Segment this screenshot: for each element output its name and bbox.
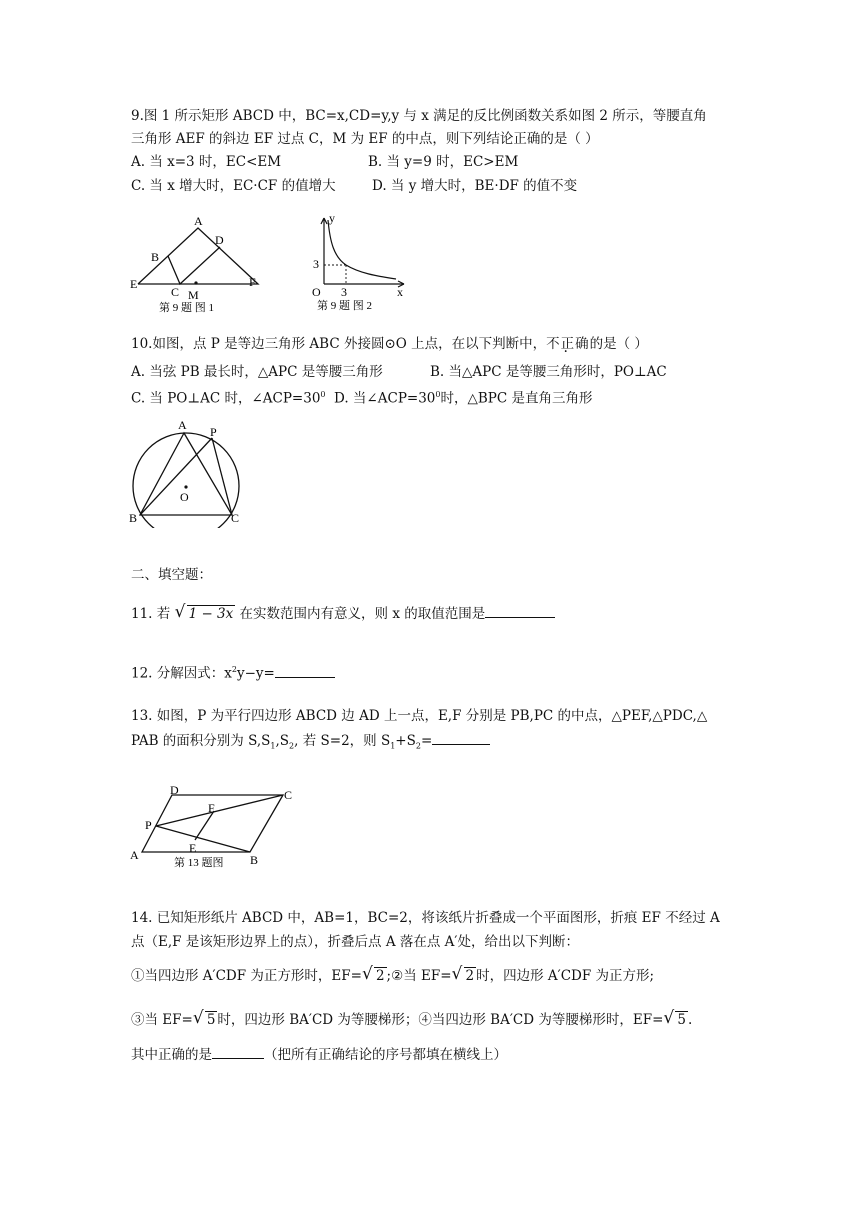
- q14-judgement-1-2: [131, 966, 654, 986]
- q14-answer-blank[interactable]: [212, 1044, 264, 1059]
- q12-suffix: y−y=: [236, 665, 275, 682]
- q9-stem-line1: 9.图 1 所示矩形 ABCD 中，BC=x,CD=y,y 与 x 满足的反比例函数关系如图 2 所示，等腰直角: [131, 108, 707, 124]
- q14-j2-radicand: 2: [465, 968, 475, 984]
- q10-option-c: [131, 385, 326, 409]
- q14-j4-radical: √ 5: [663, 1008, 686, 1028]
- q10-fig-label-b: B: [129, 511, 138, 525]
- q11-answer-blank[interactable]: [485, 603, 555, 618]
- q9-option-b: B. 当 y=9 时，EC>EM: [368, 154, 519, 170]
- q10-option-d: [334, 385, 593, 409]
- q14-j1-text: ①当四边形 A′CDF 为正方形时，EF=: [131, 968, 362, 984]
- q14-stem-line2: 点（E,F 是该矩形边界上的点），折叠后点 A 落在点 A′处，给出以下判断：: [131, 934, 579, 950]
- q12-exponent: 2: [231, 665, 237, 674]
- q12-answer-blank[interactable]: [275, 663, 335, 678]
- q13-fig-label-d: D: [170, 783, 179, 797]
- q9-option-d: D. 当 y 增大时，BE·DF 的值不变: [372, 178, 578, 194]
- q13-line2-c: , 若 S=2，则 S: [294, 733, 391, 749]
- q10-fig-label-o: O: [180, 490, 189, 504]
- q9-fig2-tick-x3: 3: [341, 285, 347, 299]
- q14-j3-radical: √ 5: [192, 1008, 216, 1028]
- q9-fig2-axis-x: x: [397, 285, 403, 299]
- q13-fig-label-p: P: [145, 818, 152, 832]
- q9-stem-line2: 三角形 AEF 的斜边 EF 过点 C，M 为 EF 的中点，则下列结论正确的是（ ）: [131, 131, 599, 147]
- q9-fig1-caption: 第 9 题 图 1: [159, 302, 214, 314]
- q9-fig1-label-b: B: [151, 250, 160, 264]
- q9-figure-2: [304, 212, 424, 326]
- q13-stem-line2: [131, 730, 490, 757]
- q14-j3-radicand: 5: [206, 1012, 216, 1028]
- q13-sub-1b: 1: [390, 741, 396, 751]
- q11-prefix: 11. 若: [131, 606, 171, 622]
- q14-stem-line1: 14. 已知矩形纸片 ABCD 中，AB=1，BC=2，将该纸片折叠成一个平面图形，折痕 EF 不经过 A: [131, 910, 720, 926]
- q14-answer-prefix: 其中正确的是: [131, 1047, 212, 1063]
- q14-answer-line: [131, 1044, 507, 1065]
- q9-fig1-label-c: C: [171, 285, 180, 299]
- q10-fig-label-p: P: [210, 425, 217, 439]
- q13-line2-b: ,S: [275, 733, 290, 749]
- q10-option-c-text: C. 当 PO⊥AC 时，∠ACP=30: [131, 390, 321, 407]
- q14-j4-radicand: 5: [677, 1012, 686, 1028]
- q13-fig-label-f: F: [208, 801, 215, 815]
- q13-answer-blank[interactable]: [432, 730, 490, 745]
- q10-option-d-text: D. 当∠ACP=30: [334, 390, 436, 407]
- q13-fig-label-c: C: [284, 788, 293, 802]
- q10-stem: [131, 334, 648, 354]
- q9-figure-1: [126, 212, 276, 326]
- q10-stem-prefix: 10.如图，点 P 是等边三角形 ABC 外接圆⊙O 上点，在以下判断中，: [131, 336, 547, 352]
- q10-figure: [126, 416, 251, 532]
- q10-stem-suffix: 的是（ ）: [589, 336, 648, 352]
- q12: [131, 660, 335, 684]
- q13-figure: [126, 782, 301, 876]
- q12-prefix: 12. 分解因式：x: [131, 665, 232, 682]
- q14-j2-text: ;②当 EF=: [386, 968, 452, 984]
- q9-fig2-tick-y3: 3: [313, 257, 319, 271]
- q13-line2-a: PAB 的面积分别为 S,S: [131, 733, 271, 749]
- q14-j2-radical: √ 2: [451, 964, 475, 984]
- q10-fig-label-a: A: [178, 418, 187, 432]
- q10-option-d-degree: 0: [435, 390, 441, 399]
- q13-fig-label-a: A: [130, 848, 139, 862]
- q9-fig1-label-m: M: [188, 288, 199, 302]
- q14-j3-tail: 时，四边形 BA′CD 为等腰梯形；④当四边形 BA′CD 为等腰梯形时，EF=: [217, 1012, 664, 1028]
- q9-fig2-axis-y: y: [329, 212, 335, 225]
- q14-judgement-3-4: [131, 1010, 692, 1030]
- q14-j1-radical: √ 2: [361, 964, 385, 984]
- q14-j4-tail: .: [688, 1012, 693, 1028]
- q14-answer-hint: （把所有正确结论的序号都填在横线上）: [264, 1047, 507, 1063]
- q13-fig-label-e: E: [189, 841, 197, 855]
- q13-fig-label-b: B: [250, 853, 259, 867]
- q10-fig-label-c: C: [231, 511, 240, 525]
- q10-stem-emphasis: 不正确: [546, 336, 590, 352]
- section-heading-fill-in: 二、填空题：: [131, 567, 212, 583]
- q10-option-c-degree: 0: [320, 390, 326, 399]
- q9-fig2-caption: 第 9 题 图 2: [317, 300, 372, 312]
- q14-j1-radicand: 2: [375, 968, 385, 984]
- q9-fig1-label-d: D: [215, 233, 224, 247]
- q14-j3-text: ③当 EF=: [131, 1012, 193, 1028]
- q9-fig2-origin: O: [312, 285, 321, 299]
- q13-sub-1: 1: [270, 741, 276, 751]
- q13-fig-caption: 第 13 题图: [174, 857, 224, 869]
- q13-line2-e: =: [420, 733, 433, 749]
- q9-option-a: A. 当 x=3 时，EC<EM: [131, 154, 282, 170]
- q9-fig1-label-a: A: [194, 214, 203, 228]
- q13-sub-2b: 2: [415, 741, 421, 751]
- q14-j2-tail: 时，四边形 A′CDF 为正方形;: [476, 968, 655, 984]
- q13-line2-d: +S: [395, 733, 416, 749]
- q10-option-d-tail: 时，△BPC 是直角三角形: [440, 390, 593, 407]
- q9-fig1-label-e: E: [130, 277, 138, 291]
- q11-radicand: 1 − 3x: [188, 606, 234, 622]
- q13-stem-line1: 13. 如图，P 为平行四边形 ABCD 边 AD 上一点，E,F 分别是 PB,PC 的中点，△PEF,△PDC,△: [131, 708, 708, 724]
- q9-option-c: C. 当 x 增大时，EC·CF 的值增大: [131, 178, 336, 194]
- q9-fig1-label-f: F: [249, 275, 256, 289]
- q10-option-b: B. 当△APC 是等腰三角形时，PO⊥AC: [430, 364, 667, 380]
- q11-suffix: 在实数范围内有意义，则 x 的取值范围是: [239, 606, 486, 622]
- q11: [131, 603, 555, 624]
- q11-radical: √ 1 − 3x: [174, 602, 234, 622]
- q10-option-a: A. 当弦 PB 最长时，△APC 是等腰三角形: [131, 364, 383, 380]
- q13-sub-2: 2: [289, 741, 295, 751]
